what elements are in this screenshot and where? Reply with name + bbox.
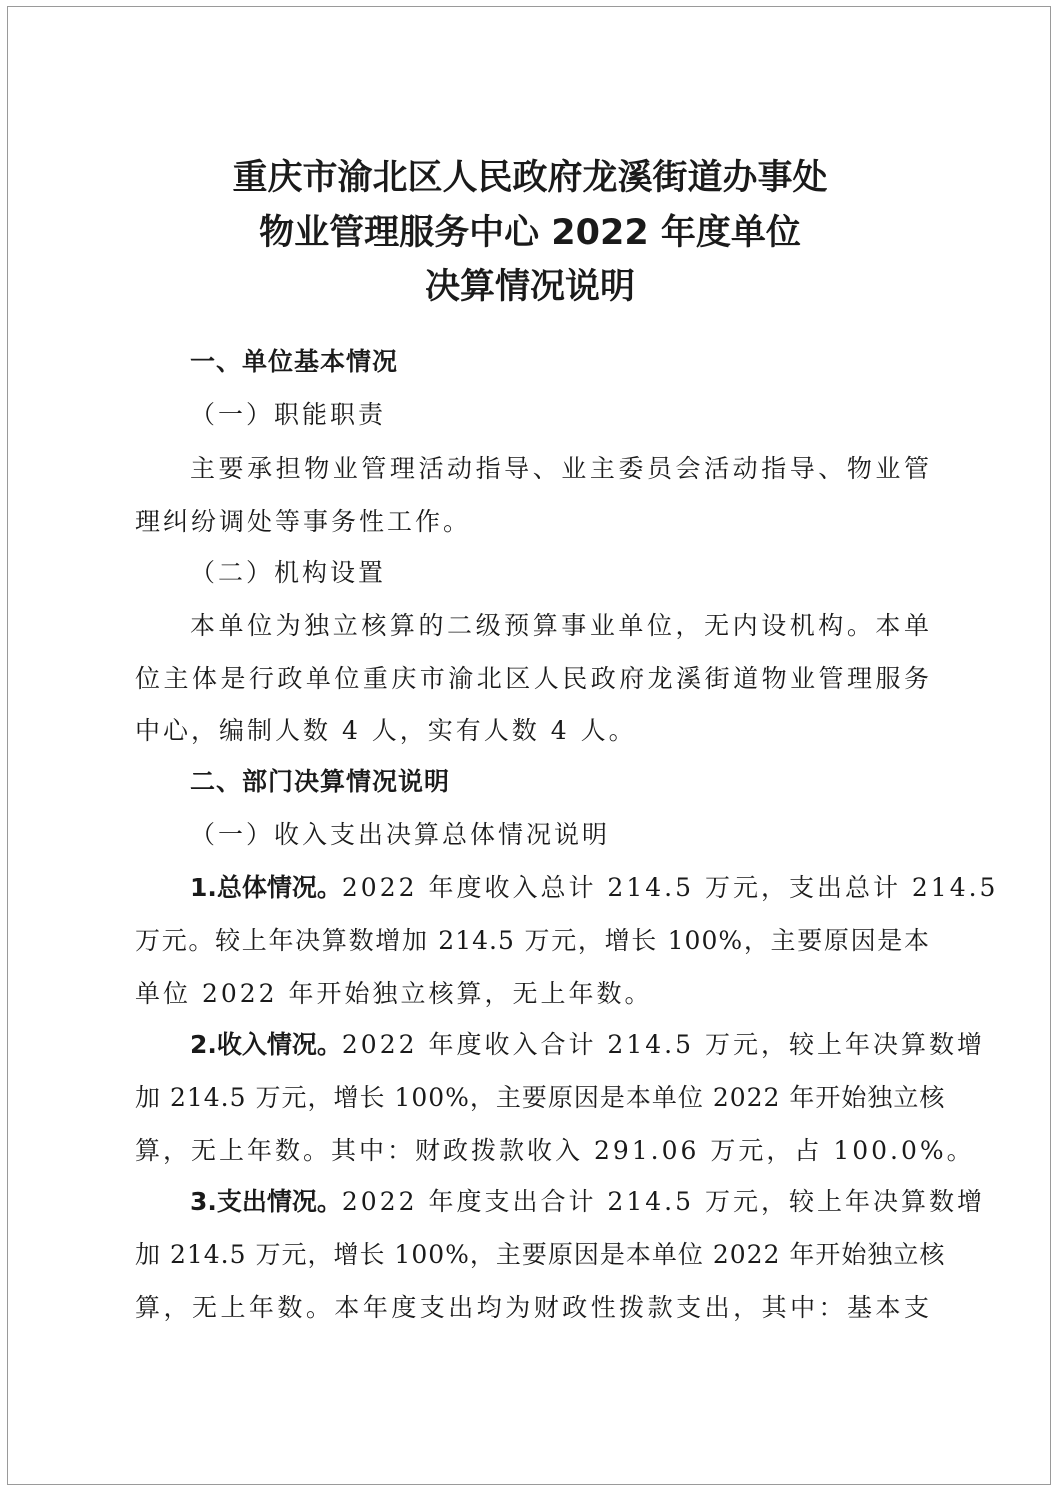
overall-line-1-text: 2022 年度收入总计 214.5 万元，支出总计 214.5 bbox=[341, 873, 999, 902]
org-text-line-1: 本单位为独立核算的二级预算事业单位，无内设机构。本单 bbox=[190, 611, 930, 640]
title-line-1: 重庆市渝北区人民政府龙溪街道办事处 bbox=[232, 158, 828, 198]
section-2-sub-1-heading: （一）收入支出决算总体情况说明 bbox=[190, 820, 611, 849]
expense-line-1-text: 2022 年度支出合计 214.5 万元，较上年决算数增 bbox=[341, 1187, 985, 1216]
expense-para-line-3: 算，无上年数。本年度支出均为财政性拨款支出，其中：基本支 bbox=[135, 1293, 930, 1322]
overall-lead: 1.总体情况。 bbox=[190, 873, 342, 902]
income-para-line-3: 算，无上年数。其中：财政拨款收入 291.06 万元，占 100.0%。 bbox=[135, 1136, 975, 1165]
income-para-line-2: 加 214.5 万元，增长 100%，主要原因是本单位 2022 年开始独立核 bbox=[135, 1083, 946, 1112]
duty-text-line-1: 主要承担物业管理活动指导、业主委员会活动指导、物业管 bbox=[190, 454, 930, 483]
section-1-sub-1-heading: （一）职能职责 bbox=[190, 400, 387, 429]
title-line-3: 决算情况说明 bbox=[424, 267, 635, 307]
expense-para-line-2: 加 214.5 万元，增长 100%，主要原因是本单位 2022 年开始独立核 bbox=[135, 1240, 946, 1269]
section-1-sub-2-heading: （二）机构设置 bbox=[190, 558, 387, 587]
expense-para-line-1 bbox=[190, 1187, 985, 1217]
expense-lead: 3.支出情况。 bbox=[190, 1187, 342, 1216]
section-2-heading: 二、部门决算情况说明 bbox=[190, 767, 451, 796]
org-text-line-2: 位主体是行政单位重庆市渝北区人民政府龙溪街道物业管理服务 bbox=[135, 664, 930, 693]
title-line-2: 物业管理服务中心 2022 年度单位 bbox=[259, 213, 801, 253]
duty-text-line-2: 理纠纷调处等事务性工作。 bbox=[135, 507, 472, 536]
income-lead: 2.收入情况。 bbox=[190, 1030, 342, 1059]
section-1-heading: 一、单位基本情况 bbox=[190, 347, 399, 376]
income-line-1-text: 2022 年度收入合计 214.5 万元，较上年决算数增 bbox=[341, 1030, 985, 1059]
overall-para-line-2: 万元。较上年决算数增加 214.5 万元，增长 100%，主要原因是本 bbox=[135, 926, 930, 955]
org-text-line-3: 中心，编制人数 4 人，实有人数 4 人。 bbox=[135, 716, 637, 745]
overall-para-line-1 bbox=[190, 873, 999, 903]
overall-para-line-3: 单位 2022 年开始独立核算，无上年数。 bbox=[135, 979, 653, 1008]
income-para-line-1 bbox=[190, 1030, 985, 1060]
